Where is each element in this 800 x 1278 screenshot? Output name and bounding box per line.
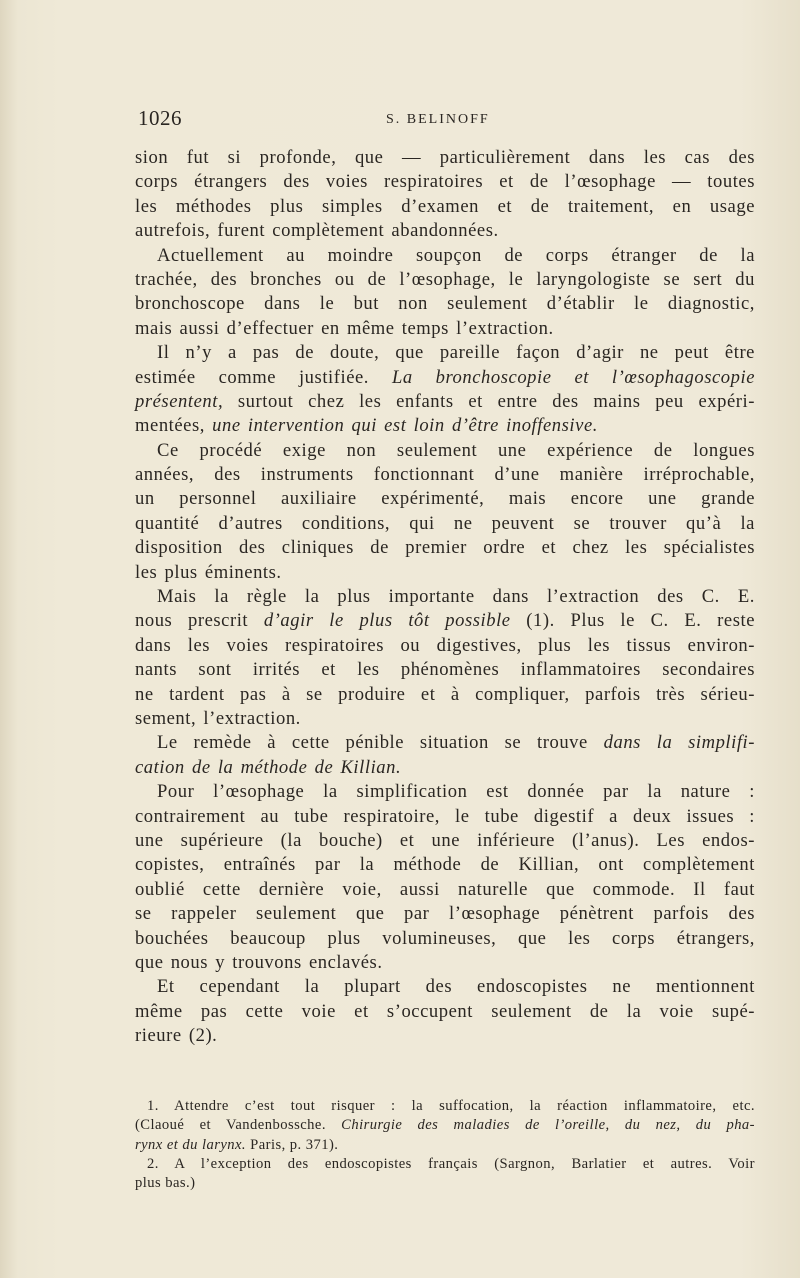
text-line: une supérieure (la bouche) et une inférieure (l’anus). Les endos- (135, 829, 755, 851)
italic-segment: une intervention qui est loin d’être inoffensive. (212, 415, 598, 437)
italic-segment: La bronchoscopie et l’œsophagoscopie (391, 366, 755, 388)
text-line: rieure (2). (135, 1025, 218, 1047)
text-line: les méthodes plus simples d’examen et de traitement, en usage (135, 195, 755, 217)
text-line: corps étrangers des voies respiratoires et de l’œsophage — toutes (135, 171, 755, 193)
footnote-line (135, 1136, 755, 1155)
text-line (135, 390, 755, 414)
text-line: Il n’y a pas de doute, que pareille façon d’agir ne peut être (157, 342, 755, 364)
text-line: mais aussi d’effectuer en même temps l’extraction. (135, 317, 554, 339)
text-line: sement, l’extraction. (135, 707, 301, 729)
text-segment: mentées, (135, 415, 205, 437)
text-line: même pas cette voie et s’occupent seulement de la voie supé- (135, 1000, 755, 1022)
text-line (135, 366, 755, 390)
text-line: dans les voies respiratoires ou digestives, plus les tissus environ- (135, 634, 755, 656)
text-line: Ce procédé exige non seulement une expérience de longues (157, 439, 755, 461)
text-line: Pour l’œsophage la simplification est donnée par la nature : (157, 781, 755, 803)
text-line: Mais la règle la plus importante dans l’extraction des C. E. (157, 586, 755, 608)
text-line: ne tardent pas à se produire et à compliquer, parfois très sérieu- (135, 683, 755, 705)
text-segment: Paris, p. 371). (250, 1136, 339, 1153)
footnote-line: 2. A l’exception des endoscopistes français (Sargnon, Barlatier et autres. Voir (147, 1155, 755, 1172)
italic-segment: présentent, (135, 390, 224, 412)
text-segment: surtout chez les enfants et entre des mains peu expéri- (237, 390, 756, 412)
text-segment: Le remède à cette pénible situation se trouve (157, 732, 588, 754)
italic-segment: d’agir le plus tôt possible (263, 610, 511, 632)
footnote-line: plus bas.) (135, 1175, 196, 1192)
text-line: bronchoscope dans le but non seulement d’établir le diagnostic, (135, 293, 755, 315)
text-line: trachée, des bronches ou de l’œsophage, le laryngologiste se sert du (135, 268, 755, 290)
footnotes (135, 1097, 755, 1193)
footnote-line: 1. Attendre c’est tout risquer : la suffocation, la réaction inflammatoire, etc. (147, 1098, 755, 1114)
page-header (138, 106, 758, 136)
text-line: sion fut si profonde, que — particulièrement dans les cas des (135, 147, 755, 168)
text-segment: estimée comme justifiée. (135, 366, 370, 388)
text-line: contrairement au tube respiratoire, le tube digestif a deux issues : (135, 805, 755, 827)
text-line: se rappeler seulement que par l’œsophage pénètrent parfois des (135, 903, 755, 925)
text-line: Actuellement au moindre soupçon de corps étranger de la (157, 244, 755, 266)
italic-segment: Chirurgie des maladies de l’oreille, du nez, du pha- (341, 1117, 755, 1134)
text-segment: (1). Plus le C. E. reste (526, 610, 756, 632)
text-line: Et cependant la plupart des endoscopistes ne mentionnent (157, 976, 755, 998)
text-line: bouchées beaucoup plus volumineuses, que les corps étrangers, (135, 927, 755, 949)
text-line: copistes, entraînés par la méthode de Killian, ont complètement (135, 854, 755, 876)
main-text (135, 146, 755, 1048)
text-line: quantité d’autres conditions, qui ne peuvent se trouver qu’à la (135, 512, 755, 534)
text-line: cation de la méthode de Killian. (135, 756, 402, 778)
text-line (135, 731, 755, 755)
text-line (135, 414, 755, 438)
running-head-author: S. BELINOFF (386, 112, 490, 127)
text-segment: (Claoué et Vandenbossche. (135, 1117, 326, 1134)
text-line: que nous y trouvons enclavés. (135, 951, 383, 973)
italic-segment: dans la simplifi- (603, 732, 756, 754)
footnote-line (135, 1116, 755, 1135)
text-line: un personnel auxiliaire expérimenté, mais encore une grande (135, 488, 755, 510)
page-number: 1026 (138, 106, 182, 130)
text-line: disposition des cliniques de premier ordre et chez les spécialistes (135, 537, 755, 559)
text-line: nants sont irrités et les phénomènes inflammatoires secondaires (135, 659, 755, 681)
text-line: les plus éminents. (135, 561, 282, 583)
text-segment: nous prescrit (135, 610, 249, 632)
text-line: autrefois, furent complètement abandonnées. (135, 220, 499, 242)
text-line: années, des instruments fonctionnant d’une manière irréprochable, (135, 464, 755, 486)
text-line: oublié cette dernière voie, aussi naturelle que commode. Il faut (135, 878, 755, 900)
text-line (135, 609, 755, 633)
italic-segment: rynx et du larynx. (135, 1136, 247, 1153)
